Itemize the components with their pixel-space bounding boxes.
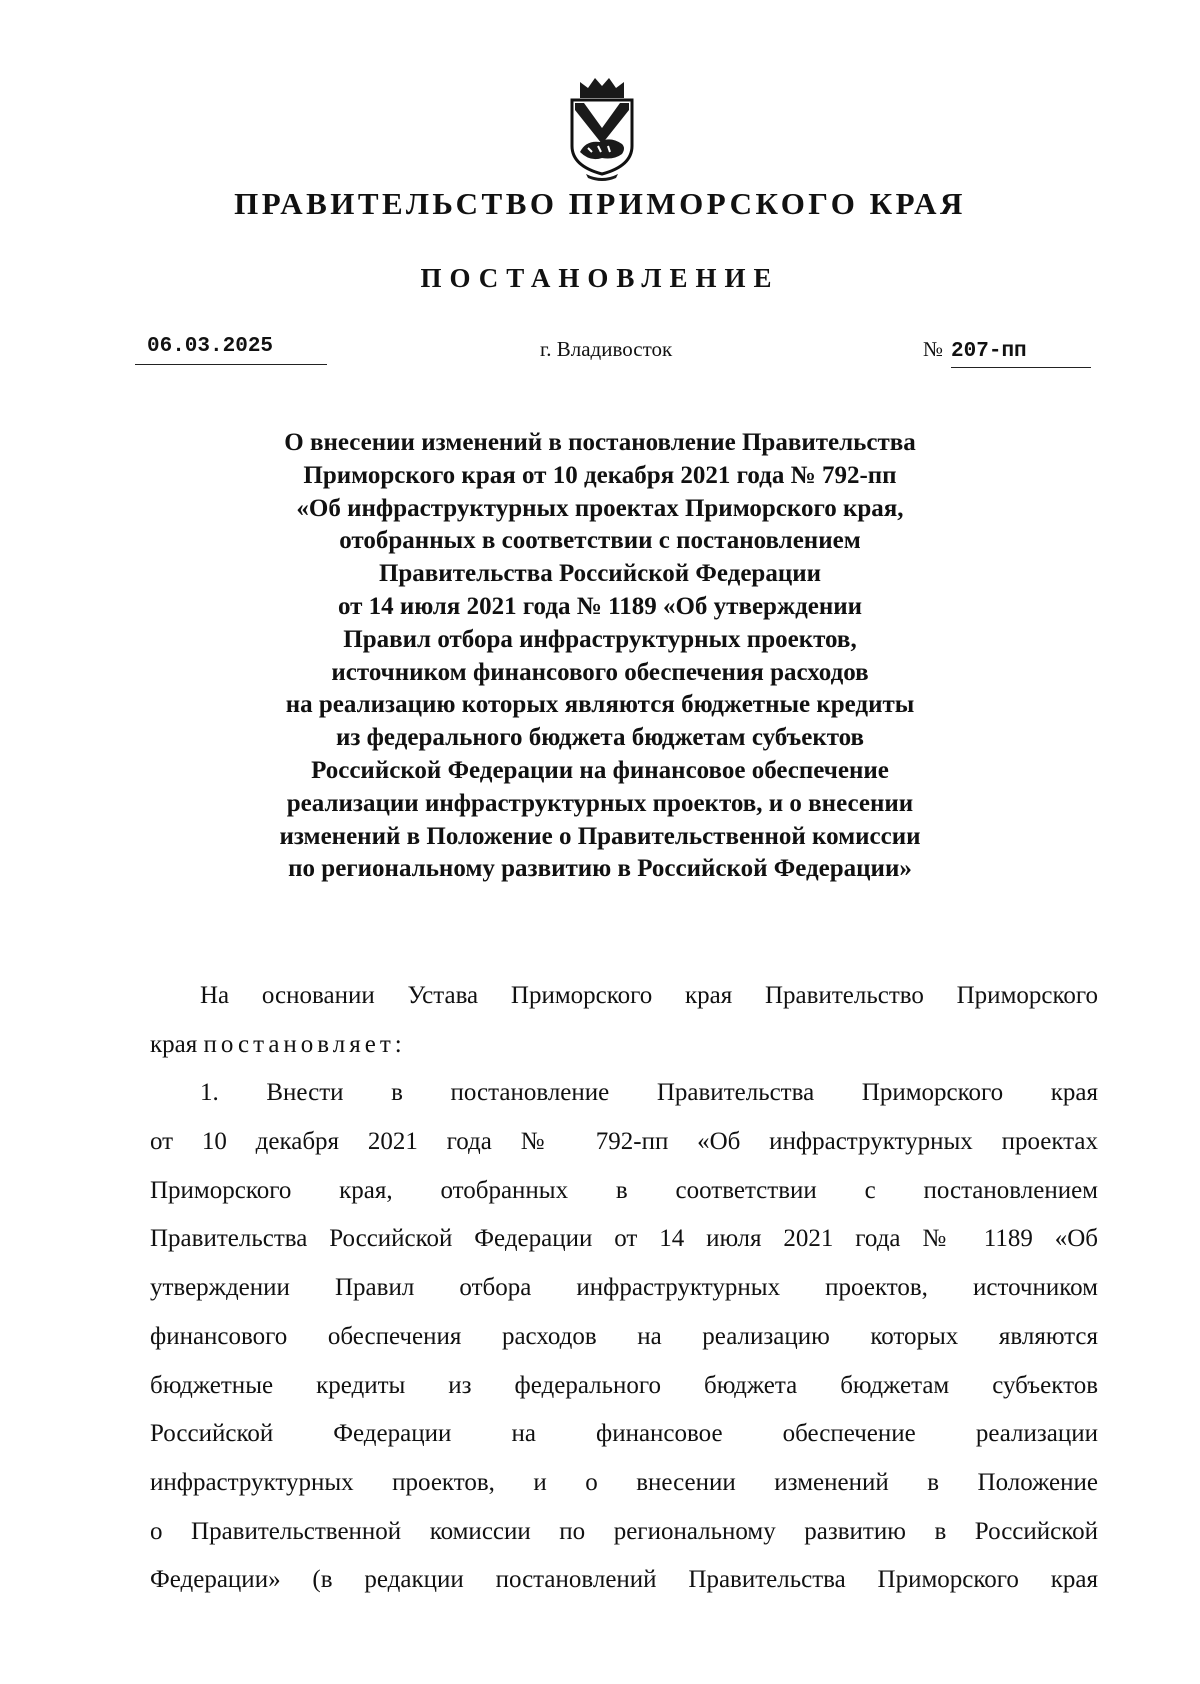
coat-of-arms-icon — [566, 74, 638, 182]
number-sign: № — [923, 337, 944, 361]
heading-line: на реализацию которых являются бюджетные кредиты — [285, 691, 915, 719]
paragraph-line: о Правительственной комиссии по региональному развитию в Российской — [150, 1517, 1098, 1545]
intro-line-resolution — [150, 1028, 1098, 1077]
heading-line: Правил отбора инфраструктурных проектов, — [343, 625, 857, 653]
paragraph-line: финансового обеспечения расходов на реализацию которых являются — [150, 1322, 1098, 1350]
document-number-field — [923, 335, 1091, 365]
paragraph-line: Федерации» (в редакции постановлений Правительства Приморского края — [150, 1566, 1098, 1594]
heading-line: изменений в Положение о Правительственной комиссии — [279, 822, 921, 850]
paragraph-line: Правительства Российской Федерации от 14 июля 2021 года № 1189 «Об — [150, 1225, 1098, 1253]
intro-prefix: края — [150, 1030, 204, 1058]
heading-line: отобранных в соответствии с постановлением — [339, 527, 861, 555]
paragraph-line: Приморского края, отобранных в соответствии с постановлением — [150, 1176, 1098, 1204]
heading-line: Правительства Российской Федерации — [378, 560, 822, 588]
paragraph-line: утверждении Правил отбора инфраструктурных проектов, источником — [150, 1274, 1098, 1302]
document-meta-row — [0, 335, 1200, 369]
paragraph-line: инфраструктурных проектов, и о внесении изменений в Положение — [150, 1468, 1098, 1496]
heading-line: Приморского края от 10 декабря 2021 года № 792-пп — [303, 461, 897, 489]
document-city: г. Владивосток — [540, 337, 673, 361]
intro-line: На основании Устава Приморского края Правительство Приморского — [200, 982, 1098, 1009]
heading-line: источником финансового обеспечения расходов — [331, 658, 869, 686]
heading-line: по региональному развитию в Российской Федерации» — [288, 855, 912, 883]
document-type: ПОСТАНОВЛЕНИЕ — [420, 263, 780, 293]
paragraph-line: 1. Внести в постановление Правительства Приморского края — [200, 1079, 1098, 1107]
document-number: 207-пп — [951, 340, 1091, 368]
heading-line: реализации инфраструктурных проектов, и о внесении — [286, 789, 914, 817]
government-title: ПРАВИТЕЛЬСТВО ПРИМОРСКОГО КРАЯ — [234, 186, 966, 221]
heading-line: из федерального бюджета бюджетам субъектов — [335, 724, 865, 752]
heading-line: Российской Федерации на финансовое обеспечение — [311, 756, 889, 784]
document-body — [150, 979, 1098, 1612]
heading-line: «Об инфраструктурных проектах Приморского края, — [296, 494, 904, 522]
paragraph-line: Российской Федерации на финансовое обеспечение реализации — [150, 1420, 1098, 1448]
document-heading — [150, 427, 1050, 886]
paragraph-line: бюджетные кредиты из федерального бюджета бюджетам субъектов — [150, 1371, 1098, 1399]
resolves-word: постановляет: — [203, 1030, 406, 1058]
paragraph-line: от 10 декабря 2021 года № 792-пп «Об инфраструктурных проектах — [150, 1128, 1098, 1156]
heading-line: О внесении изменений в постановление Правительства — [284, 429, 916, 456]
document-date: 06.03.2025 — [135, 335, 327, 365]
heading-line: от 14 июля 2021 года № 1189 «Об утверждении — [337, 592, 863, 620]
